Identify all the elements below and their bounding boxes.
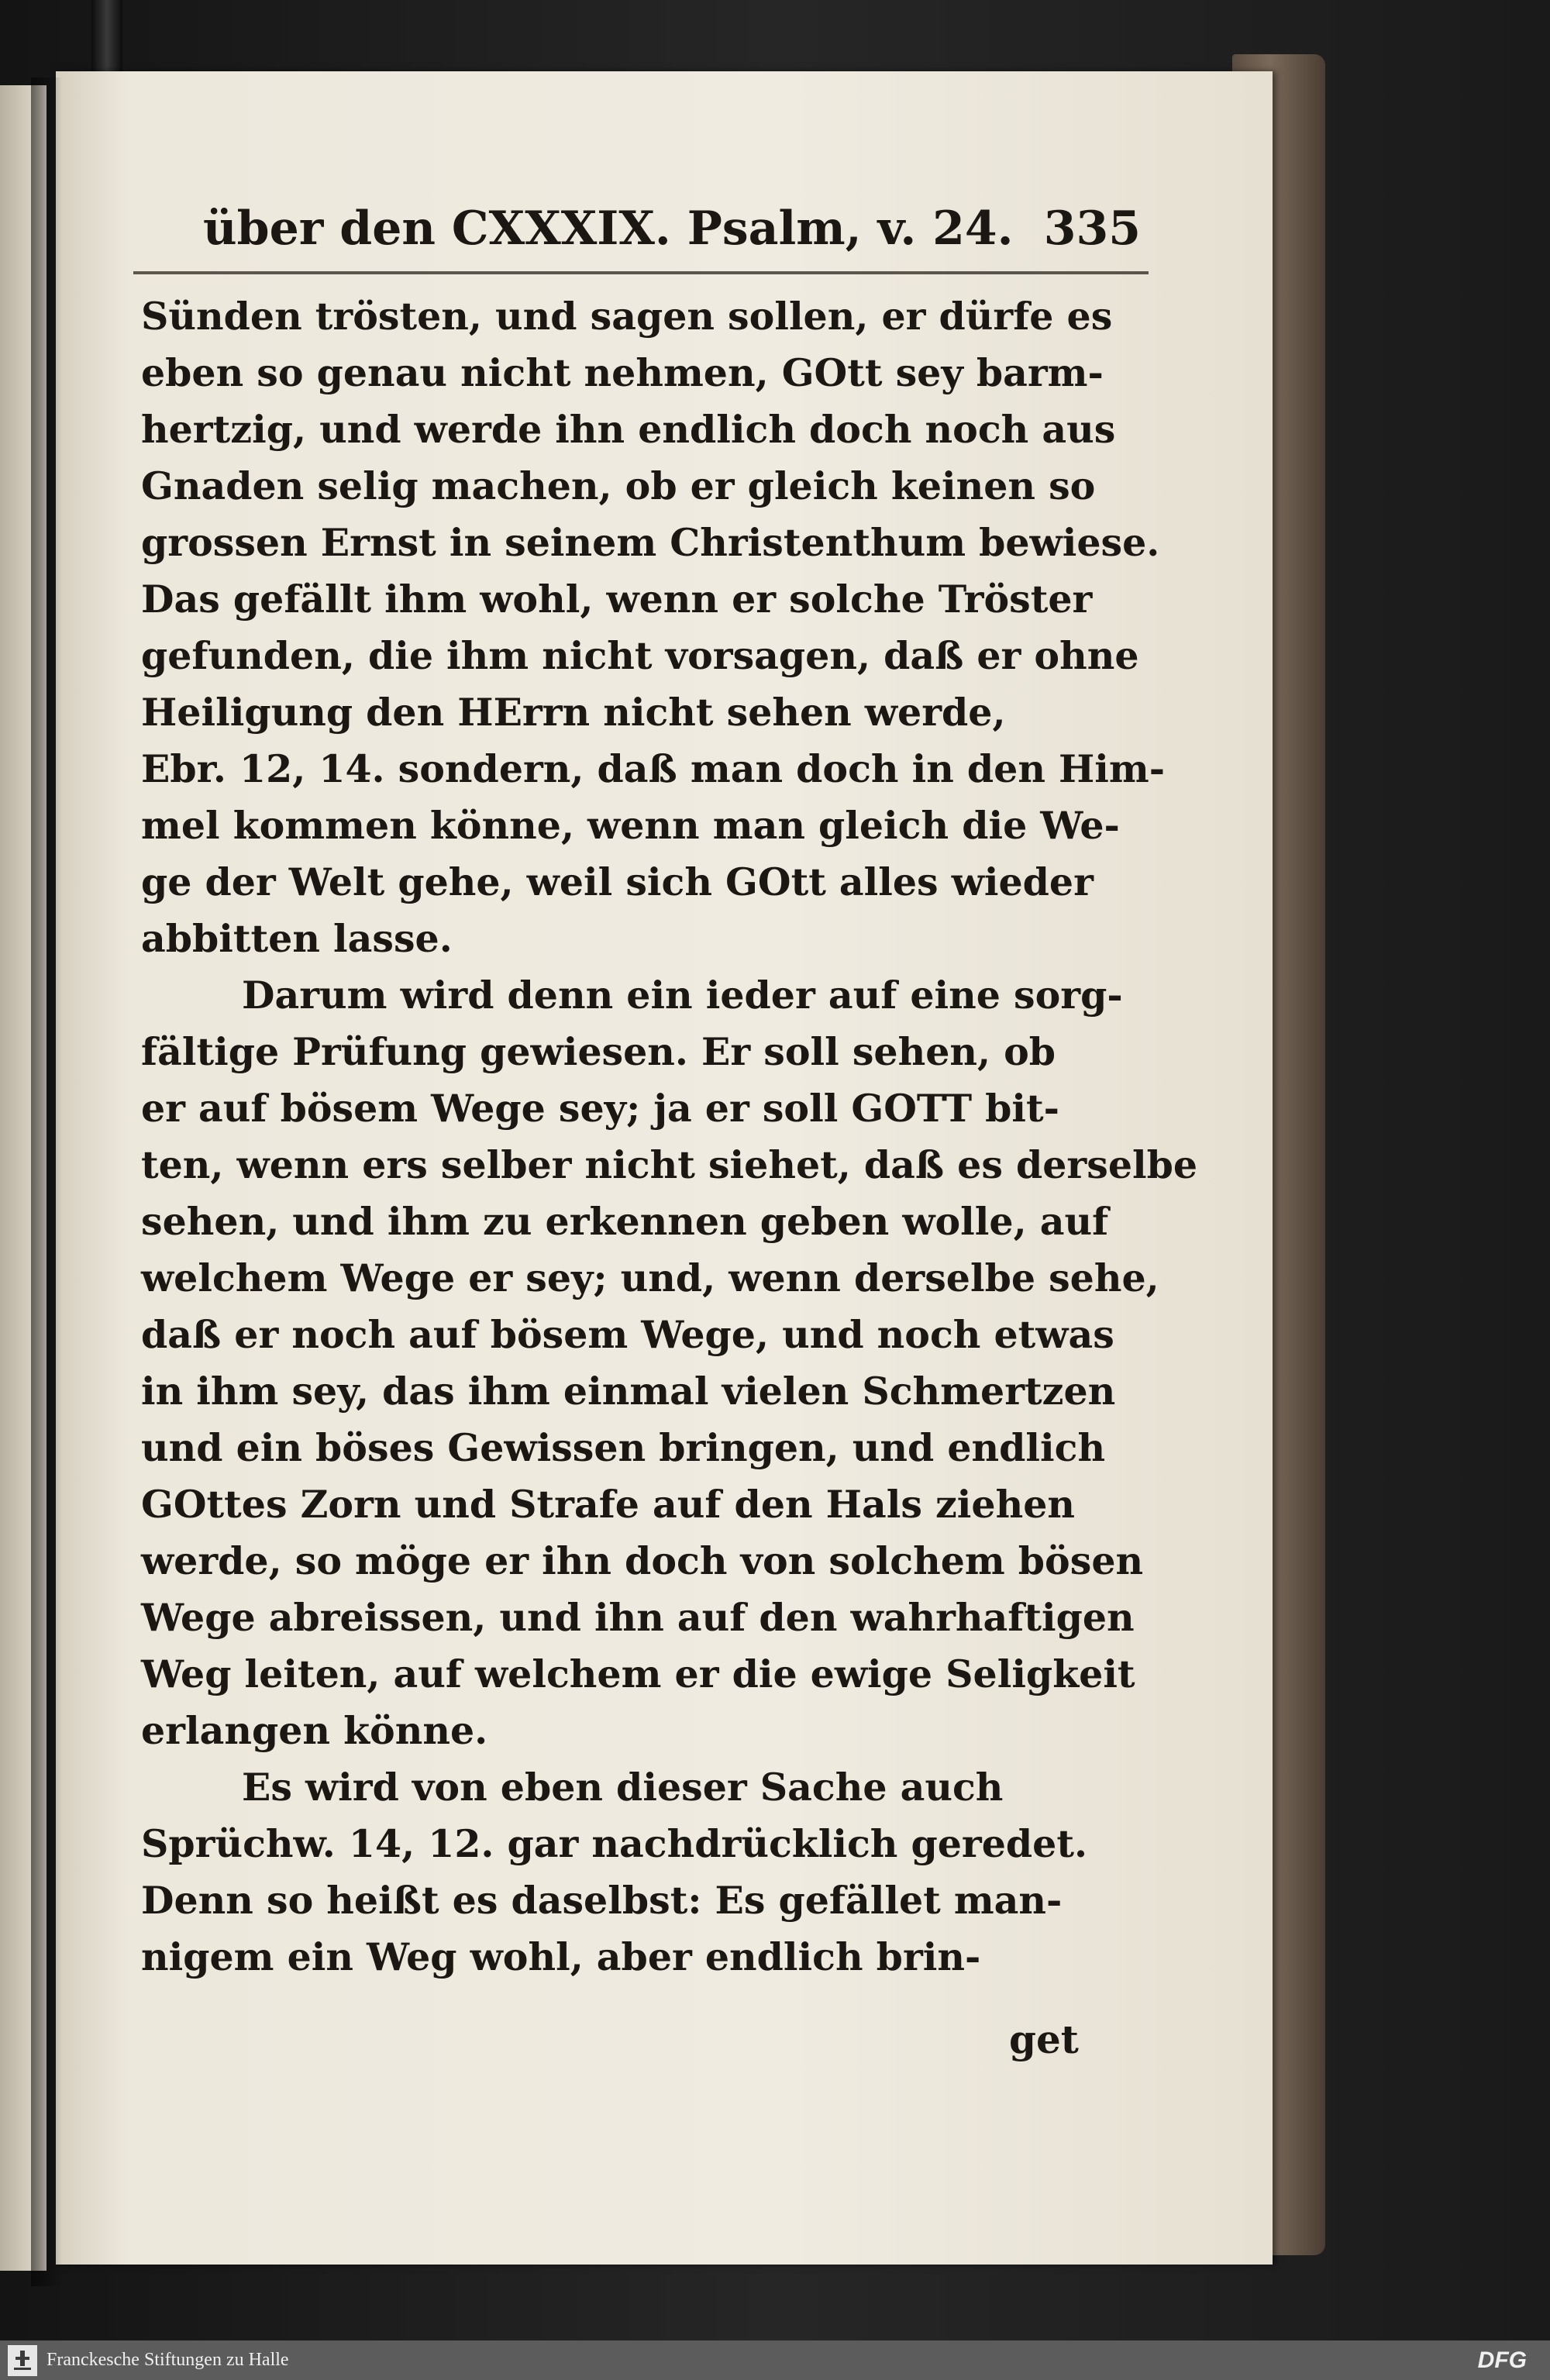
text-line: eben so genau nicht nehmen, GOtt sey barm- [141, 350, 1104, 395]
text-line: Heiligung den HErrn nicht sehen werde, [141, 690, 1006, 735]
text-line: ten, wenn ers selber nicht siehet, daß es derselbe [141, 1142, 1198, 1187]
page-content [56, 71, 1273, 2265]
franckesche-stiftungen-logo-icon [8, 2345, 37, 2376]
page-number: 335 [1043, 201, 1141, 256]
text-line: Sprüchw. 14, 12. gar nachdrücklich geredet. [141, 1821, 1088, 1866]
spine-shadow [31, 77, 62, 2286]
text-line: Ebr. 12, 14. sondern, daß man doch in den Him- [141, 746, 1166, 791]
text-line: grossen Ernst in seinem Christenthum bewiese. [141, 520, 1160, 565]
dfg-logo-icon: DFG [1477, 2347, 1527, 2373]
text-line: daß er noch auf bösem Wege, und noch etwas [141, 1312, 1114, 1357]
text-line: GOttes Zorn und Strafe auf den Hals ziehen [141, 1482, 1076, 1527]
text-line: ge der Welt gehe, weil sich GOtt alles wieder [141, 859, 1094, 904]
text-line: Denn so heißt es daselbst: Es gefället man- [141, 1878, 1063, 1923]
text-line: gefunden, die ihm nicht vorsagen, daß er ohne [141, 633, 1139, 678]
text-line: sehen, und ihm zu erkennen geben wolle, auf [141, 1199, 1109, 1244]
footer-bar [0, 2340, 1550, 2380]
text-line: und ein böses Gewissen bringen, und endlich [141, 1425, 1106, 1470]
text-line: in ihm sey, das ihm einmal vielen Schmertzen [141, 1369, 1116, 1414]
text-line: Weg leiten, auf welchem er die ewige Seligkeit [141, 1652, 1135, 1696]
body-text [141, 288, 1198, 1986]
running-head [203, 201, 1141, 263]
text-line: werde, so möge er ihn doch von solchem bösen [141, 1538, 1144, 1583]
text-line: erlangen könne. [141, 1708, 488, 1753]
book-page [56, 71, 1273, 2265]
running-head-title: über den CXXXIX. Psalm, v. 24. [203, 201, 1014, 256]
text-line: Darum wird denn ein ieder auf eine sorg- [242, 973, 1123, 1018]
text-line: Das gefällt ihm wohl, wenn er solche Tröster [141, 577, 1093, 622]
text-line: mel kommen könne, wenn man gleich die We- [141, 803, 1120, 848]
book-clip [91, 0, 122, 74]
footer-left [0, 2345, 289, 2376]
text-line: er auf bösem Wege sey; ja er soll GOTT bit- [141, 1086, 1060, 1131]
catchword: get [1009, 2017, 1079, 2062]
text-line: Gnaden selig machen, ob er gleich keinen so [141, 463, 1096, 508]
text-line: Wege abreissen, und ihn auf den wahrhaftigen [141, 1595, 1135, 1640]
text-line: hertzig, und werde ihn endlich doch noch aus [141, 407, 1116, 452]
text-line: nigem ein Weg wohl, aber endlich brin- [141, 1934, 981, 1979]
text-line: Sünden trösten, und sagen sollen, er dürfe es [141, 294, 1113, 339]
text-line: abbitten lasse. [141, 916, 453, 961]
text-line: Es wird von eben dieser Sache auch [242, 1765, 1004, 1810]
text-line: fältige Prüfung gewiesen. Er soll sehen, ob [141, 1029, 1056, 1074]
header-rule [133, 271, 1149, 274]
institution-name: Franckesche Stiftungen zu Halle [46, 2350, 289, 2370]
text-line: welchem Wege er sey; und, wenn derselbe sehe, [141, 1255, 1159, 1300]
